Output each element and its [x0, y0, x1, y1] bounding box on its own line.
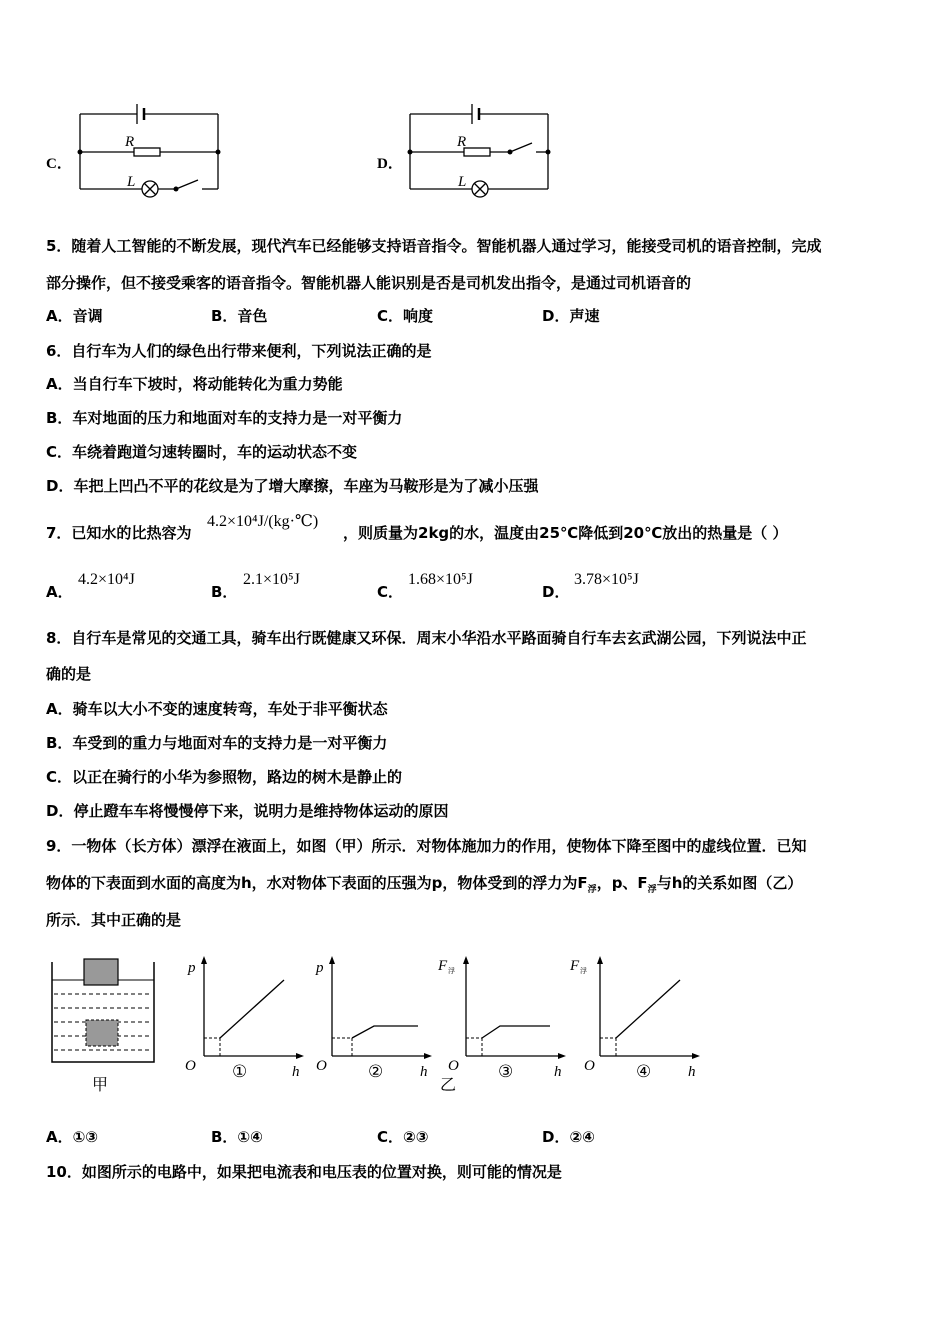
q7-option-a-value: 4.2×10⁴J: [78, 571, 135, 588]
q7-option-b-value: 2.1×10⁵J: [243, 571, 300, 588]
q9-line3: 所示．其中正确的是: [46, 911, 182, 929]
svg-text:h: h: [554, 1064, 562, 1080]
q5-option-a: A．音调: [46, 307, 103, 325]
q9-option-b: B．①④: [211, 1128, 263, 1146]
option-c-label: C．: [46, 156, 72, 172]
q7-option-d-value: 3.78×10⁵J: [574, 571, 639, 588]
q6-option-d: D．车把上凹凸不平的花纹是为了增大摩擦，车座为马鞍形是为了减小压强: [46, 477, 539, 495]
q9-option-d: D．②④: [542, 1128, 595, 1146]
q8-line1: 8．自行车是常见的交通工具，骑车出行既健康又环保．周末小华沿水平路面骑自行车去玄武湖公园，下列说法中正: [46, 629, 807, 647]
svg-text:④: ④: [636, 1062, 652, 1081]
q9-line1: 9．一物体（长方体）漂浮在液面上，如图（甲）所示．对物体施加力的作用，使物体下降至图中的虚线位置．已知: [46, 837, 807, 855]
svg-text:浮: 浮: [580, 967, 587, 975]
q5-line2: 部分操作，但不接受乘客的语音指令。智能机器人能识别是否是司机发出指令，是通过司机语音的: [46, 274, 692, 292]
svg-text:O: O: [448, 1058, 459, 1074]
q9-option-c: C．②③: [377, 1128, 429, 1146]
svg-text:h: h: [688, 1064, 696, 1080]
q5-option-c: C．响度: [377, 307, 434, 325]
circuit-diagram-c: [70, 96, 230, 201]
circuit-diagram-d: [400, 96, 560, 201]
svg-text:h: h: [420, 1064, 428, 1080]
svg-text:h: h: [292, 1064, 300, 1080]
svg-text:O: O: [185, 1058, 196, 1074]
q7-specific-heat: 4.2×10⁴J/(kg·℃): [207, 513, 319, 530]
resistor-label-d: R: [457, 134, 467, 150]
q5-option-b: B．音色: [211, 307, 268, 325]
q6-stem: 6．自行车为人们的绿色出行带来便利，下列说法正确的是: [46, 342, 432, 360]
svg-text:F: F: [570, 958, 580, 974]
q7-option-a-letter: A．: [46, 583, 73, 601]
figure-yi-graphs: [180, 950, 720, 1100]
svg-text:F: F: [438, 958, 448, 974]
svg-text:浮: 浮: [448, 967, 455, 975]
svg-text:①: ①: [232, 1062, 248, 1081]
q8-option-b: B．车受到的重力与地面对车的支持力是一对平衡力: [46, 734, 388, 752]
svg-text:O: O: [316, 1058, 327, 1074]
q9-option-a: A．①③: [46, 1128, 99, 1146]
option-d-label: D．: [377, 156, 403, 172]
q7-option-c-letter: C．: [377, 583, 404, 601]
q8-line2: 确的是: [46, 665, 92, 683]
q8-option-d: D．停止蹬车车将慢慢停下来，说明力是维持物体运动的原因: [46, 802, 449, 820]
figure-jia-container: [46, 950, 161, 1100]
graph-2: [315, 956, 432, 1081]
lamp-label-c: L: [127, 174, 136, 190]
q7-stem-pre: 7．已知水的比热容为: [46, 524, 192, 542]
q6-option-a: A．当自行车下坡时，将动能转化为重力势能: [46, 375, 343, 393]
q6-option-b: B．车对地面的压力和地面对车的支持力是一对平衡力: [46, 409, 403, 427]
q5-option-d: D．声速: [542, 307, 600, 325]
q8-option-a: A．骑车以大小不变的速度转弯，车处于非平衡状态: [46, 700, 388, 718]
q7-option-b-letter: B．: [211, 583, 238, 601]
q5-line1: 5．随着人工智能的不断发展，现代汽车已经能够支持语音指令。智能机器人通过学习，能接受司机的语音控制，完成: [46, 237, 822, 255]
q10-stem: 10．如图所示的电路中，如果把电流表和电压表的位置对换，则可能的情况是: [46, 1163, 562, 1181]
resistor-label-c: R: [125, 134, 135, 150]
graph-4: [569, 956, 700, 1081]
graph-1: [185, 956, 304, 1081]
svg-text:O: O: [584, 1058, 595, 1074]
q7-option-d-letter: D．: [542, 583, 570, 601]
q7-option-c-value: 1.68×10⁵J: [408, 571, 473, 588]
svg-text:②: ②: [368, 1062, 384, 1081]
svg-text:p: p: [316, 960, 324, 976]
svg-text:③: ③: [498, 1062, 514, 1081]
q6-option-c: C．车绕着跑道匀速转圈时，车的运动状态不变: [46, 443, 358, 461]
svg-text:p: p: [188, 960, 196, 976]
figure-jia-label: 甲: [92, 1077, 109, 1094]
q8-option-c: C．以正在骑行的小华为参照物，路边的树木是静止的: [46, 768, 403, 786]
lamp-label-d: L: [458, 174, 467, 190]
q7-stem-post: ，则质量为2kg的水，温度由25℃降低到20℃放出的热量是（ ）: [343, 524, 788, 542]
q9-line2: 物体的下表面到水面的高度为h，水对物体下表面的压强为p，物体受到的浮力为$F_浮$，p、$F_浮$与h的关系如图（乙）: [46, 874, 803, 895]
figure-yi-label: 乙: [440, 1077, 457, 1094]
graph-3: [437, 956, 566, 1094]
